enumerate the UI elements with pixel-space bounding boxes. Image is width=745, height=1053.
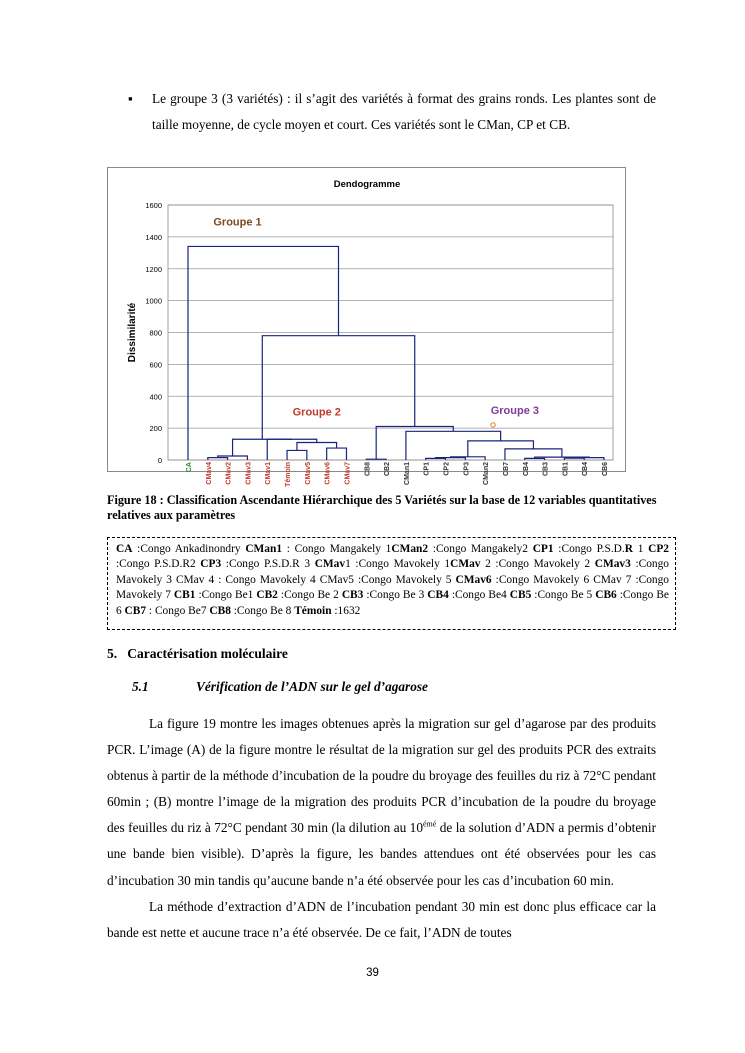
legend-code: R [624, 543, 633, 555]
legend-code: CB8 [209, 604, 231, 617]
leaf-label: CMav6 [324, 462, 332, 485]
y-tick-label: 800 [149, 328, 162, 338]
section-title-text: Caractérisation moléculaire [127, 646, 288, 661]
section-title [107, 646, 288, 662]
legend-code: CB4 [427, 589, 449, 602]
leaf-label: CB6 [602, 462, 609, 477]
y-axis-label: Dissimilarité [127, 302, 138, 363]
truncation-marker [491, 423, 495, 427]
legend-code: Témoin [294, 604, 332, 617]
leaf-label: CMan2 [483, 462, 491, 485]
legend-code: CMav [314, 558, 346, 571]
y-tick-label: 0 [157, 456, 162, 465]
paragraph-2: La méthode d’extraction d’ADN de l’incubation pendant 30 min est donc plus efficace car la bande est nette et aucune trace n’a été observée. De ce fait, l’ADN de toutes [107, 898, 656, 940]
leaf-label: CB1 [562, 462, 570, 477]
leaf-label: Témoin [285, 462, 293, 487]
dendrogram-link [406, 431, 501, 460]
y-tick-label: 200 [149, 424, 162, 434]
legend-code: CB1 [173, 589, 196, 602]
figure-caption: Figure 18 : Classification Ascendante Hiérarchique des 5 Variétés sur la base de 12 variables quantitatives relatives aux paramètres [107, 493, 657, 522]
legend-code: CP3 [200, 558, 222, 571]
legend-desc: :Congo P.S.D. [553, 543, 625, 555]
leaf-label: CMav1 [265, 462, 273, 485]
legend-desc: :Congo Be 2 [277, 589, 342, 602]
leaf-label: CB7 [502, 462, 510, 477]
y-tick-label: 1000 [145, 296, 162, 306]
leaf-label: CMav5 [304, 462, 312, 485]
legend-desc: :Congo P.S.D.R 3 [221, 558, 315, 571]
paragraph-1-part-b: de la solution d’ADN a permis d’obtenir une bande bien visible). D’après la figure, les bandes attendues ont été observées pour les cas d’incubation 30 min tandis qu’aucune bande n’a été observée pour les cas d’incubation 60 min. [107, 820, 656, 888]
page-number: 39 [366, 967, 379, 979]
legend-code: CP1 [532, 543, 554, 555]
y-tick-label: 600 [149, 360, 162, 370]
y-tick-label: 1400 [145, 232, 162, 242]
legend-code: CB5 [509, 589, 532, 602]
subsection-title-text: Vérification de l’ADN sur le gel d’agarose [196, 679, 428, 694]
leaf-label: CMav3 [245, 462, 253, 485]
leaf-label: CB4 [522, 462, 530, 477]
paragraph-1-part-a: La figure 19 montre les images obtenues après la migration sur gel d’agarose par des produits PCR. L’image (A) de la figure montre le résultat de la migration sur gel des produits PCR des extraits obtenus à partir de la méthode d’incubation de la poudre du broyage des feuilles du riz à 72°C pendant 60min ; (B) montre l’image de la migration des produits PCR d’incubation de la poudre du broyage des feuilles du riz à 72°C pendant 30 min (la dilution au 10 [107, 716, 656, 836]
legend-desc: :Congo Mangakely2 [428, 543, 533, 555]
leaf-label: CMav7 [344, 462, 352, 485]
legend-desc: :Congo Be1 [195, 589, 257, 602]
dendrogram-chart [107, 167, 626, 487]
leaf-label: CP1 [423, 462, 431, 476]
bullet-marker: ▪ [128, 91, 133, 106]
legend-code: CMav3 [594, 558, 631, 571]
legend-code: CB6 [595, 589, 617, 602]
group-annotation: Groupe 1 [213, 216, 262, 229]
legend-desc: :Congo Mavokely 3 CMav 4 : Congo Mavokely 4 CMav5 :Congo Mavokely 5 [116, 558, 669, 586]
leaf-label: CMav4 [205, 462, 213, 485]
section-number: 5. [107, 646, 118, 661]
legend-desc: :Congo P.S.D.R2 [116, 558, 201, 571]
legend-desc: 1 :Congo Mavokely 1 [345, 558, 451, 571]
group-annotation: Groupe 3 [490, 404, 540, 417]
y-tick-label: 1600 [145, 201, 162, 210]
legend-code: CMav [450, 558, 481, 571]
leaf-label: CMan1 [403, 462, 411, 485]
body-text [107, 711, 656, 946]
group-annotation: Groupe 2 [292, 406, 341, 419]
legend-desc: :Congo Be 5 [531, 589, 596, 602]
y-tick-label: 1200 [145, 264, 162, 274]
legend-desc: :Congo Be 6 [116, 589, 669, 617]
legend-code: CB3 [341, 589, 364, 602]
legend-desc: :Congo Be 3 [363, 589, 428, 602]
dendrogram-link [287, 450, 307, 460]
leaf-label: CMav2 [225, 462, 233, 485]
bullet-group3 [128, 86, 656, 138]
legend-desc: :Congo Be 8 [230, 604, 295, 617]
legend-code: CMan2 [391, 543, 429, 555]
leaf-label: CP3 [463, 462, 471, 476]
dendrogram-link [450, 457, 485, 460]
leaf-label: CA [186, 462, 193, 473]
legend-desc: :Congo Mavokely 6 CMav 7 :Congo Mavokely 7 [116, 573, 669, 602]
dendrogram-link [297, 442, 337, 450]
dendrogram-svg [108, 168, 627, 487]
legend-code: CA [116, 543, 133, 555]
abbreviation-legend [107, 537, 676, 630]
dendrogram-link [233, 439, 292, 456]
subsection-title [132, 679, 428, 695]
paragraph-1 [107, 711, 656, 894]
dendrogram-link [327, 448, 347, 460]
subsection-number: 5.1 [132, 679, 149, 694]
legend-desc: : Congo Be7 [146, 604, 210, 617]
legend-code: CP2 [648, 543, 669, 555]
leaf-label: CB8 [364, 462, 372, 477]
legend-code: CMan1 [245, 543, 283, 555]
legend-desc: 1 [632, 543, 649, 555]
leaf-label: CP2 [443, 462, 451, 476]
leaf-label: CB2 [384, 462, 392, 477]
leaf-label: CB4 [582, 462, 590, 477]
legend-code: CMav6 [455, 573, 492, 586]
y-tick-label: 400 [149, 392, 162, 402]
legend-desc: :Congo Be4 [448, 589, 510, 602]
legend-code: CB7 [124, 604, 147, 617]
bullet-text: Le groupe 3 (3 variétés) : il s’agit des variétés à format des grains ronds. Les plantes sont de taille moyenne, de cycle moyen et court. Ces variétés sont le CMan, CP et CB. [152, 91, 656, 132]
superscript: émé [422, 819, 437, 829]
legend-desc: :1632 [331, 604, 361, 617]
dendrogram-link [262, 336, 414, 440]
legend-code: CB2 [256, 589, 278, 602]
legend-desc: 2 :Congo Mavokely 2 [480, 558, 595, 571]
legend-desc: :Congo Ankadinondry [132, 543, 246, 555]
legend-desc: : Congo Mangakely 1 [282, 543, 392, 555]
leaf-label: CB3 [542, 462, 550, 477]
chart-title: Dendogramme [333, 179, 401, 190]
